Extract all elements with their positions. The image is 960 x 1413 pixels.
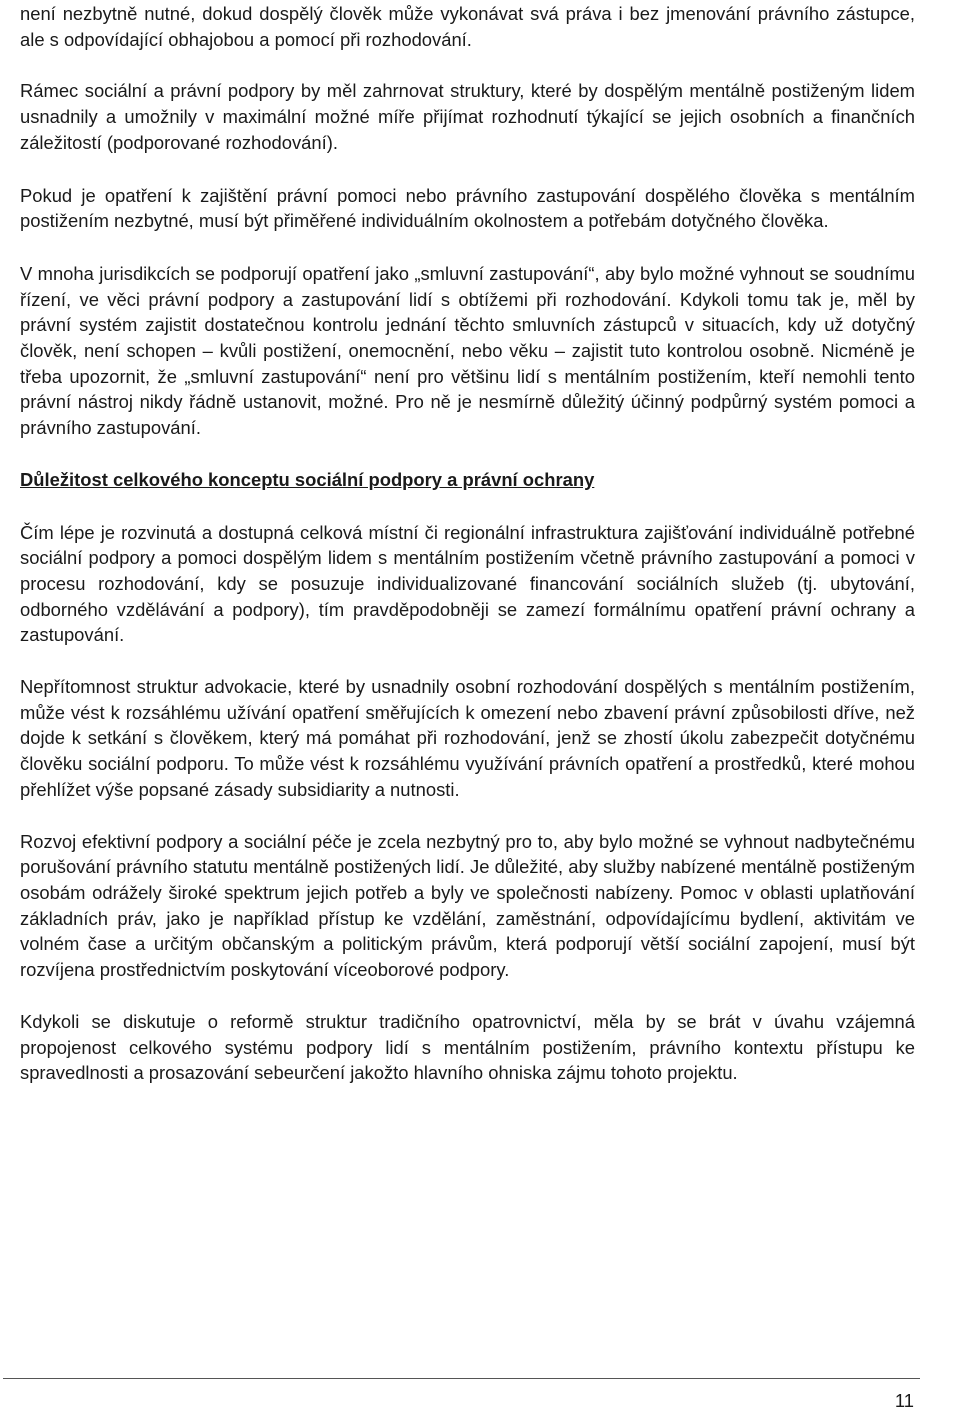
- paragraph-support-framework: Rámec sociální a právní podpory by měl zahrnovat struktury, které by dospělým mentálně postiženým lidem usnadnily a umožnily v maximální možné míře přijímat rozhodnutí týkající se jejich osobních a finančních záležitostí (podporované rozhodování).: [20, 80, 915, 153]
- paragraph-contractual-representation: V mnoha jurisdikcích se podporují opatření jako „smluvní zastupování“, aby bylo možné vyhnout se soudnímu řízení, ve věci právní podpory a zastupování lidí s obtížemi při rozhodování. Kdykoli tomu tak je, měl by právní systém zajistit dostatečnou kontrolu jednání těchto smluvních zástupců v situacích, kdy už dotyčný člověk, není schopen – kvůli postižení, onemocnění, nebo věku – zajistit tuto kontrolou osobně. Nicméně je třeba upozornit, že „smluvní zastupování“ není pro většinu lidí s mentálním postižením, kteří nemohli tento právní nástroj nikdy řádně ustanovit, možné. Pro ně je nesmírně důležitý účinný podpůrný systém pomoci a právního zastupování.: [20, 262, 915, 439]
- paragraph-effective-support: Rozvoj efektivní podpory a sociální péče je zcela nezbytný pro to, aby bylo možné se vyhnout nadbytečnému porušování právního statutu mentálně postižených lidí. Je důležité, aby služby nabízené mentálně postiženým osobám odrážely široké spektrum jejich potřeb a byly ve společnosti nabízeny. Pomoc v oblasti uplatňování základních práv, jako je například přístup ke vzdělání, zaměstnání, odpovídajícímu bydlení, aktivitám ve volném čase a určitým občanským a politickým právům, která podporují větší sociální zapojení, musí být rozvíjena prostřednictvím poskytování víceoborové podpory.: [20, 830, 915, 981]
- document-page: [20, 0, 915, 1086]
- paragraph-continuation: není nezbytně nutné, dokud dospělý člověk může vykonávat svá práva i bez jmenování právního zástupce, ale s odpovídající obhajobou a pomocí při rozhodování.: [20, 3, 915, 50]
- page-number: 11: [894, 1390, 914, 1411]
- section-heading: Důležitost celkového konceptu sociální podpory a právní ochrany: [20, 468, 595, 490]
- paragraph-infrastructure: Čím lépe je rozvinutá a dostupná celková místní či regionální infrastruktura zajišťování individuálně potřebné sociální podpory a pomoci dospělým lidem s mentálním postižením včetně právního zastupování a pomoci v procesu rozhodování, kdy se posuzuje individualizované financování sociálních služeb (tj. ubytování, odborného vzdělávání a podpory), tím pravděpodobněji se zamezí formálnímu opatření právní ochrany a zastupování.: [20, 521, 915, 646]
- footer-divider: [3, 1378, 920, 1379]
- paragraph-legal-assistance: Pokud je opatření k zajištění právní pomoci nebo právního zastupování dospělého člověka s mentálním postižením nezbytné, musí být přiměřené individuálním okolnostem a potřebám dotyčného člověka.: [20, 184, 915, 232]
- paragraph-advocacy-absence: Nepřítomnost struktur advokacie, které by usnadnily osobní rozhodování dospělých s mentálním postižením, může vést k rozsáhlému užívání opatření směřujících k omezení nebo zbavení právní způsobilosti dříve, než dojde k setkání s člověkem, který má pomáhat při rozhodování, jenž se zhostí úkolu zabezpečit dotyčnému člověku sociální podporu. To může vést k rozsáhlému využívání právních opatření a prostředků, které mohou přehlížet výše popsané zásady subsidiarity a nutnosti.: [20, 676, 915, 800]
- paragraph-guardianship-reform: Kdykoli se diskutuje o reformě struktur tradičního opatrovnictví, měla by se brát v úvahu vzájemná propojenost celkového systému podpory lidí s mentálním postižením, právního kontextu přístupu ke spravedlnosti a prosazování sebeurčení jakožto hlavního ohniska zájmu tohoto projektu.: [20, 1010, 915, 1084]
